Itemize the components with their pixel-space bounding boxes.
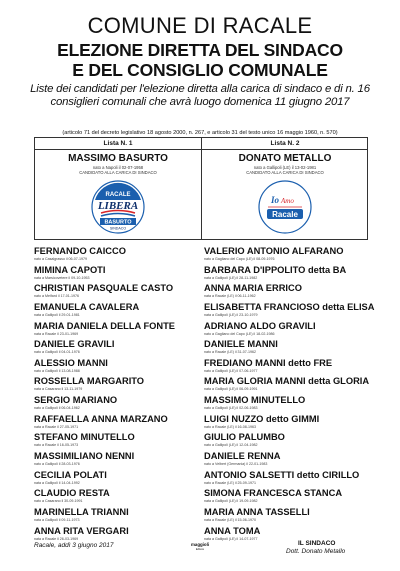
list-1-mayor-name: MASSIMO BASURTO xyxy=(68,153,168,164)
list-2-mayor-name: DONATO METALLO xyxy=(238,153,332,164)
member-birth-info: nato a Gallipoli (LE) il 07-06-1977 xyxy=(204,368,258,373)
list-2-member xyxy=(204,488,374,507)
list-2-member xyxy=(204,507,374,526)
intro-text: Liste dei candidati per l'elezione diretta alla carica di sindaco e di n. 16 consiglieri comunali che avrà luogo domenica 11 giugno 2017 xyxy=(30,83,370,108)
member-name: ROSSELLA MARGARITO xyxy=(34,376,145,387)
racale-libera-logo xyxy=(91,180,145,234)
list-1-member xyxy=(34,246,204,265)
list-2-members xyxy=(204,246,374,544)
member-name: MASSIMO MINUTELLO xyxy=(204,395,306,406)
list-2-member xyxy=(204,414,374,433)
member-name: GIULIO PALUMBO xyxy=(204,432,285,443)
member-name: EMANUELA CAVALERA xyxy=(34,301,140,312)
list-2-label: Lista N. 2 xyxy=(270,140,300,147)
member-birth-info: nato a Racale (LE) il 25-09-1971 xyxy=(204,480,256,485)
member-name: DANIELE GRAVILI xyxy=(34,339,115,350)
list-2-column xyxy=(202,138,368,239)
list-2-member xyxy=(204,302,374,321)
member-name: LUIGI NUZZO detto GIMMI xyxy=(204,413,320,424)
list-2-candidate-label: CANDIDATO ALLA CARICA DI SINDACO xyxy=(246,170,324,175)
member-birth-info: nato a Melfard il 17-01-1976 xyxy=(34,294,79,299)
member-name: ANNA MARIA ERRICO xyxy=(204,283,302,294)
list-1-members xyxy=(34,246,204,544)
list-1-member xyxy=(34,376,204,395)
member-birth-info: nato a Gagliano del Capo (LE) il 08-09-1976 xyxy=(204,257,275,261)
member-name: ANNA TOMA xyxy=(204,525,261,536)
sindaco-name: Dott. Donato Metallo xyxy=(286,548,346,555)
page-subtitle xyxy=(0,40,400,80)
member-birth-info: nata a Gallipoli il 29-01-1981 xyxy=(34,312,80,317)
publisher-logo xyxy=(181,542,219,552)
place-date: Racale, addì 3 giugno 2017 xyxy=(34,542,114,549)
member-name: MARIA DANIELA DELLA FONTE xyxy=(34,320,175,331)
list-1-member xyxy=(34,432,204,451)
member-birth-info: nato a Gallipoli il 28-03-1976 xyxy=(34,462,80,467)
list-1-member xyxy=(34,488,204,507)
list-2-member xyxy=(204,265,374,284)
member-birth-info: nato a Gallipoli (LE) il 02-06-1983 xyxy=(204,406,258,411)
member-birth-info: nata a Gallipoli (LE) il 28-11-1982 xyxy=(204,275,258,280)
list-1-member xyxy=(34,414,204,433)
member-name: ELISABETTA FRANCIOSO detta ELISA xyxy=(204,301,375,312)
logo2-main-text: Amo xyxy=(281,197,294,205)
mayor-signature xyxy=(286,540,400,556)
list-1-member xyxy=(34,283,204,302)
list-2-member xyxy=(204,321,374,340)
list-1-member xyxy=(34,265,204,284)
member-birth-info: nata a Marsicovetere il 09-10-1953 xyxy=(34,275,90,280)
member-birth-info: nata a Gallipoli il 14-04-1992 xyxy=(34,480,80,485)
list-1-member xyxy=(34,339,204,358)
member-birth-info: nato a Gallipoli il 13-08-1988 xyxy=(34,368,80,373)
member-birth-info: nato a Gallipoli il 04-01-1976 xyxy=(34,350,80,355)
member-birth-info: nato a Casalgrasso il 06-07-1979 xyxy=(34,257,87,261)
list-2-member xyxy=(204,451,374,470)
list-2-member xyxy=(204,246,374,265)
lists-header-table xyxy=(34,137,368,240)
member-name: MARINELLA TRIANNI xyxy=(34,506,129,517)
member-name: CHRISTIAN PASQUALE CASTO xyxy=(34,283,174,294)
list-2-member xyxy=(204,339,374,358)
logo1-top-text: RACALE xyxy=(105,192,131,198)
list-1-member xyxy=(34,358,204,377)
member-name: STEFANO MINUTELLO xyxy=(34,432,135,443)
member-name: ALESSIO MANNI xyxy=(34,357,108,368)
list-1-member xyxy=(34,395,204,414)
member-birth-info: nato a Gagliano del Capo (LE) il 18-02-1986 xyxy=(204,331,275,336)
member-name: FREDIANO MANNI detto FRE xyxy=(204,357,333,368)
member-name: ANTONIO SALSETTI detto CIRILLO xyxy=(204,469,360,480)
member-birth-info: nata a Casarano il 13-11-1979 xyxy=(34,387,83,392)
subtitle-line-1: ELEZIONE DIRETTA DEL SINDACO xyxy=(57,40,343,60)
member-birth-info: nato a Racale (LE) il 31-07-1962 xyxy=(204,350,256,355)
list-2-member xyxy=(204,376,374,395)
list-1-member xyxy=(34,302,204,321)
member-birth-info: nata a Racale (LE) il 15-06-1970 xyxy=(204,517,256,522)
list-1-member xyxy=(34,507,204,526)
member-birth-info: nato a Racale (LE) il 16-08-1963 xyxy=(204,424,256,429)
member-name: VALERIO ANTONIO ALFARANO xyxy=(204,246,344,256)
list-2-member xyxy=(204,470,374,489)
member-name: MASSIMILIANO NENNI xyxy=(34,451,135,462)
member-birth-info: nata a Gallipoli (LE) il 19-09-1982 xyxy=(204,499,258,504)
list-2-member xyxy=(204,283,374,302)
member-name: DANIELE MANNI xyxy=(204,339,278,350)
member-name: DANIELE RENNA xyxy=(204,451,281,462)
member-name: SIMONA FRANCESCA STANCA xyxy=(204,488,343,499)
sindaco-title: IL SINDACO xyxy=(298,540,336,547)
page-title: COMUNE DI RACALE xyxy=(87,13,313,38)
list-1-label: Lista N. 1 xyxy=(103,140,133,147)
logo2-top-text: Io xyxy=(271,195,280,205)
member-name: MARIA GLORIA MANNI detta GLORIA xyxy=(204,376,370,387)
list-2-member xyxy=(204,358,374,377)
member-birth-info: nata a Racale il 27-05-1971 xyxy=(34,424,79,429)
publisher-sub: Editore xyxy=(195,548,205,551)
member-name: ADRIANO ALDO GRAVILI xyxy=(204,320,316,331)
member-name: CLAUDIO RESTA xyxy=(34,488,110,499)
logo1-main-text: LIBERA xyxy=(97,200,139,212)
subtitle-line-2: E DEL CONSIGLIO COMUNALE xyxy=(72,60,328,80)
publisher-name: maggioli xyxy=(190,542,210,547)
member-birth-info: nata a Gallipoli (LE) il 23-10-1979 xyxy=(204,312,258,317)
member-birth-info: nato a Gallipoli il 06-04-1962 xyxy=(34,406,80,411)
member-birth-info: nato a Gallipoli (LE) il 12-04-1982 xyxy=(204,443,258,448)
member-birth-info: nata a Racale (LE) il 06-11-1962 xyxy=(204,294,256,299)
member-name: SERGIO MARIANO xyxy=(34,395,118,406)
list-2-member xyxy=(204,432,374,451)
member-birth-info: nata a Racale il 26-03-1969 xyxy=(34,536,79,541)
list-2-mayor-birth: nato a Gallipoli (LE) il 13-02-1981 xyxy=(253,165,317,170)
logo1-sub-text: SINDACO xyxy=(109,226,127,231)
list-1-mayor-birth: nato a Napoli il 02-07-1958 xyxy=(92,165,144,170)
member-birth-info: nata a Gallipoli (LE) il 06-09-1991 xyxy=(204,387,258,392)
member-name: CECILIA POLATI xyxy=(34,469,107,480)
member-name: MIMINA CAPOTI xyxy=(34,264,106,275)
list-1-candidate-label: CANDIDATO ALLA CARICA DI SINDACO xyxy=(79,170,157,175)
member-birth-info: nata a Racale il 23-01-1969 xyxy=(34,331,79,336)
list-1-member xyxy=(34,451,204,470)
logo1-bottom-text: BASURTO xyxy=(104,219,132,226)
member-name: ANNA RITA VERGARI xyxy=(34,525,129,536)
io-amo-racale-logo xyxy=(258,180,312,234)
member-birth-info: nato a Racale il 16-05-1973 xyxy=(34,443,79,448)
member-birth-info: nato a Velbert (Germania) il 22-01-1983 xyxy=(204,462,268,467)
list-1-column xyxy=(35,138,201,239)
member-name: FERNANDO CAICCO xyxy=(34,246,126,256)
member-birth-info: nata a Gallipoli (LE) il 14-07-1977 xyxy=(204,536,258,541)
list-1-member xyxy=(34,321,204,340)
legal-reference: (articolo 71 del decreto legislativo 18 agosto 2000, n. 267, e articolo 31 del testo unico 16 maggio 1960, n. 570) xyxy=(62,130,338,136)
member-name: RAFFAELLA ANNA MARZANO xyxy=(34,413,168,424)
list-2-member xyxy=(204,395,374,414)
logo2-bottom-text: Racale xyxy=(272,210,298,219)
member-name: BARBARA D'IPPOLITO detta BA xyxy=(204,264,347,275)
member-birth-info: nata a Gallipoli il 09-11-1973 xyxy=(34,517,80,522)
list-1-member xyxy=(34,470,204,489)
member-name: MARIA ANNA TASSELLI xyxy=(204,506,310,517)
member-birth-info: nato a Casarano il 30-09-1991 xyxy=(34,499,83,504)
